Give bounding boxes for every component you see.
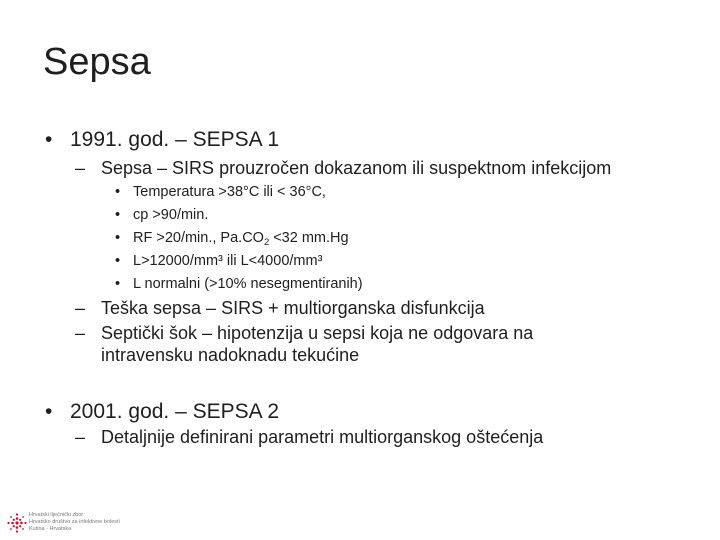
dash-icon: –	[75, 323, 86, 343]
dash-icon: –	[75, 158, 86, 178]
slide-title: Sepsa	[43, 41, 151, 83]
logo-caption-line: Hrvatsko društvo za infektivne bolesti	[29, 518, 120, 525]
criteria-text: L>12000/mm³ ili L<4000/mm³	[133, 253, 323, 269]
septic-shock-text-line1: Septički šok – hipotenzija u sepsi koja ne odgovara na	[101, 323, 534, 343]
logo-caption-line: Kutina · Hrvatska	[29, 525, 72, 532]
bullet-icon: •	[45, 400, 53, 423]
logo-caption	[29, 512, 120, 533]
definition-text: Sepsa – SIRS prouzročen dokazanom ili suspektnom infekcijom	[101, 158, 612, 178]
subscript: 2	[263, 235, 270, 247]
septic-shock-text-line2: intravensku nadoknadu tekućine	[101, 345, 360, 365]
section-1-heading: 1991. god. – SEPSA 1	[70, 128, 279, 151]
dash-icon: –	[75, 298, 86, 318]
criteria-text: RF >20/min., $Pa.CO_2 <32$ mm.Hg	[133, 230, 349, 247]
bullet-icon: •	[115, 230, 121, 246]
section-2-heading: 2001. god. – SEPSA 2	[70, 400, 279, 423]
section-2-detail-text: Detaljnije definirani parametri multiorganskog oštećenja	[101, 427, 544, 447]
criteria-text: cp >90/min.	[133, 207, 209, 223]
bullet-icon: •	[45, 128, 53, 151]
logo-caption-line: Hrvatski liječnički zbor	[29, 512, 84, 518]
dash-icon: –	[75, 427, 86, 447]
criteria-text: Temperatura >38°C ili < 36°C,	[133, 184, 326, 200]
criteria-text: L normalni (>10% nesegmentiranih)	[133, 276, 363, 292]
bullet-icon: •	[115, 276, 121, 292]
bullet-icon: •	[115, 207, 121, 223]
bullet-icon: •	[115, 253, 121, 269]
severe-sepsis-text: Teška sepsa – SIRS + multiorganska disfunkcija	[101, 298, 485, 318]
red-dotted-star-logo-icon	[4, 510, 30, 536]
bullet-icon: •	[115, 184, 121, 200]
